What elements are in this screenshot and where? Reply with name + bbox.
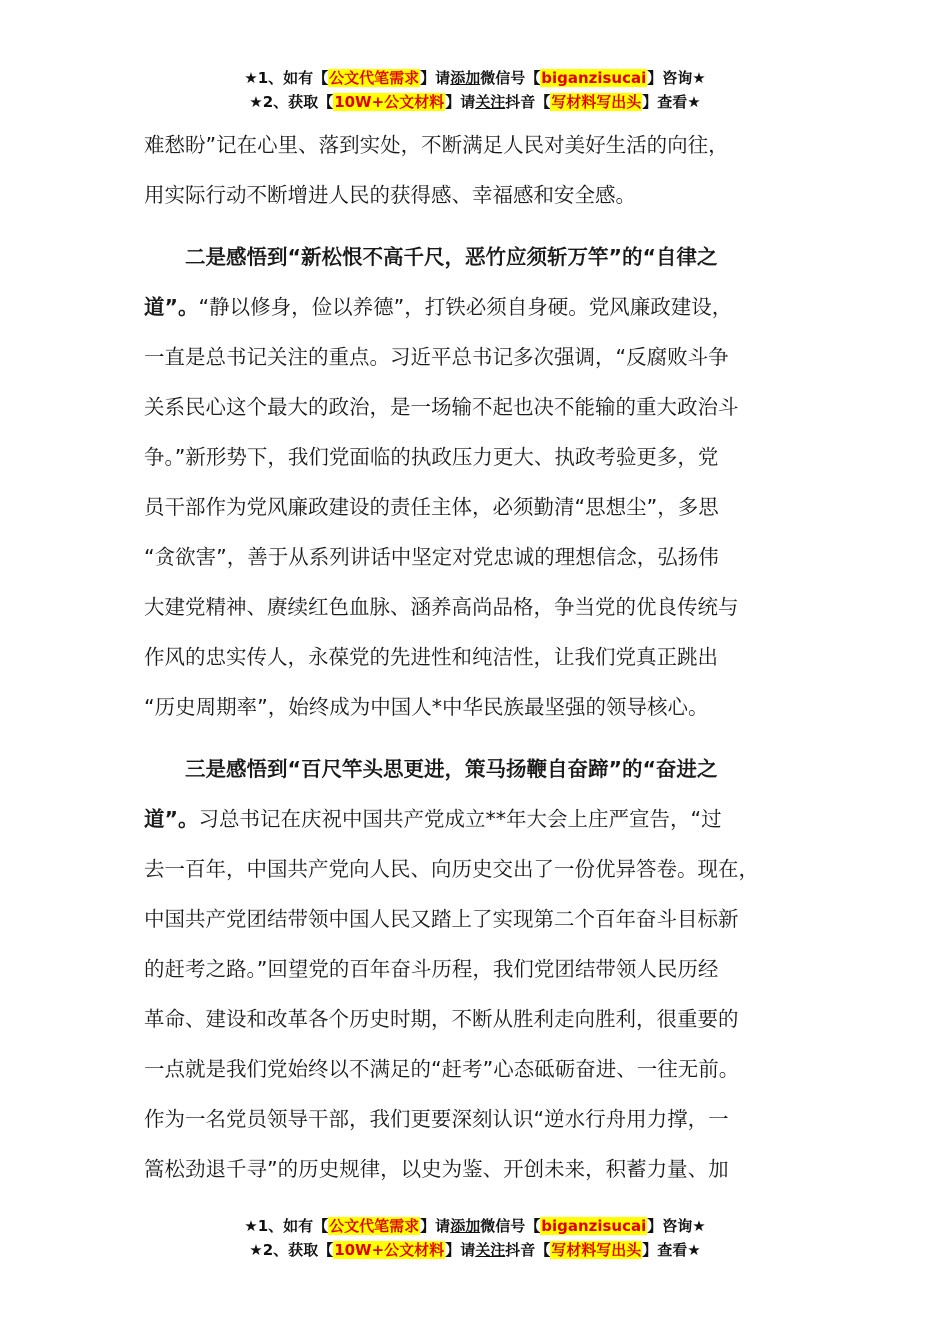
banner-text: 抖音【 bbox=[505, 93, 551, 111]
document-body bbox=[144, 120, 824, 1194]
banner-line-2 bbox=[0, 90, 950, 114]
body-text: “静以修身，俭以养德”，打铁必须自身硬。党风廉政建设， bbox=[198, 295, 733, 319]
banner-text: ★2、获取【 bbox=[249, 93, 334, 111]
banner-text: 】请 bbox=[445, 1241, 476, 1259]
wechat-id: biganzisucai bbox=[541, 69, 647, 87]
text-line: 中国共产党团结带领中国人民又踏上了实现第二个百年奋斗目标新 bbox=[144, 907, 739, 931]
banner-text: 】请 bbox=[420, 69, 451, 87]
banner-line-2 bbox=[0, 1238, 950, 1262]
banner-emphasis: 添加 bbox=[450, 69, 481, 87]
banner-text: 】查看★ bbox=[642, 93, 701, 111]
highlight-materials: 10W+公文材料 bbox=[334, 1241, 445, 1259]
banner-line-1 bbox=[0, 1214, 950, 1238]
text-line: “贪欲害”，善于从系列讲话中坚定对党忠诚的理想信念，弘扬伟 bbox=[144, 545, 719, 569]
banner-text: 微信号【 bbox=[480, 69, 541, 87]
banner-text: 】请 bbox=[420, 1217, 451, 1235]
banner-text: 微信号【 bbox=[480, 1217, 541, 1235]
paragraph-heading bbox=[144, 744, 824, 794]
text-line: 争。”新形势下，我们党面临的执政压力更大、执政考验更多，党 bbox=[144, 445, 719, 469]
douyin-id: 写材料写出头 bbox=[551, 1241, 642, 1259]
banner-text: 】咨询★ bbox=[647, 1217, 706, 1235]
banner-text: 】查看★ bbox=[642, 1241, 701, 1259]
text-line: 关系民心这个最大的政治，是一场输不起也决不能输的重大政治斗 bbox=[144, 395, 739, 419]
banner-text: ★1、如有【 bbox=[244, 1217, 329, 1235]
douyin-id: 写材料写出头 bbox=[551, 93, 642, 111]
banner-text: ★1、如有【 bbox=[244, 69, 329, 87]
banner-emphasis: 添加 bbox=[450, 1217, 481, 1235]
text-line: 的赶考之路。”回望党的百年奋斗历程，我们党团结带领人民历经 bbox=[144, 957, 719, 981]
text-line bbox=[144, 794, 824, 844]
banner-emphasis: 关注 bbox=[475, 93, 506, 111]
wechat-id: biganzisucai bbox=[541, 1217, 647, 1235]
text-line: 篙松劲退千寻”的历史规律，以史为鉴、开创未来，积蓄力量、加 bbox=[144, 1157, 729, 1181]
paragraph-heading bbox=[144, 232, 824, 282]
text-line: 革命、建设和改革各个历史时期，不断从胜利走向胜利，很重要的 bbox=[144, 1007, 739, 1031]
text-line: 作风的忠实传人，永葆党的先进性和纯洁性，让我们党真正跳出 bbox=[144, 645, 718, 669]
banner-text: ★2、获取【 bbox=[249, 1241, 334, 1259]
banner-line-1 bbox=[0, 66, 950, 90]
footer-banner bbox=[0, 1214, 950, 1262]
text-line: 一点就是我们党始终以不满足的“赶考”心态砥砺奋进、一往无前。 bbox=[144, 1057, 740, 1081]
highlight-materials: 10W+公文材料 bbox=[334, 93, 445, 111]
banner-text: 】咨询★ bbox=[647, 69, 706, 87]
heading-text: 二是感悟到“新松恨不高千尺，恶竹应须斩万竿”的“自律之 bbox=[185, 245, 718, 269]
text-line: 去一百年，中国共产党向人民、向历史交出了一份优异答卷。现在， bbox=[144, 857, 759, 881]
text-line: 难愁盼”记在心里、落到实处，不断满足人民对美好生活的向往， bbox=[144, 133, 729, 157]
heading-text: 道”。 bbox=[144, 807, 199, 831]
text-line: 大建党精神、赓续红色血脉、涵养高尚品格，争当党的优良传统与 bbox=[144, 595, 739, 619]
heading-text: 道”。 bbox=[144, 295, 199, 319]
header-banner bbox=[0, 66, 950, 114]
heading-text: 三是感悟到“百尺竿头思更进，策马扬鞭自奋蹄”的“奋进之 bbox=[185, 757, 718, 781]
text-line: “历史周期率”，始终成为中国人*中华民族最坚强的领导核心。 bbox=[144, 695, 709, 719]
body-text: 习总书记在庆祝中国共产党成立**年大会上庄严宣告，“过 bbox=[198, 807, 722, 831]
highlight-service: 公文代笔需求 bbox=[329, 69, 420, 87]
text-line: 员干部作为党风廉政建设的责任主体，必须勤清“思想尘”，多思 bbox=[144, 495, 719, 519]
banner-text: 抖音【 bbox=[505, 1241, 551, 1259]
banner-text: 】请 bbox=[445, 93, 476, 111]
text-line: 用实际行动不断增进人民的获得感、幸福感和安全感。 bbox=[144, 183, 636, 207]
banner-emphasis: 关注 bbox=[475, 1241, 506, 1259]
text-line: 作为一名党员领导干部，我们更要深刻认识“逆水行舟用力撑，一 bbox=[144, 1107, 729, 1131]
highlight-service: 公文代笔需求 bbox=[329, 1217, 420, 1235]
text-line bbox=[144, 282, 824, 332]
text-line: 一直是总书记关注的重点。习近平总书记多次强调，“反腐败斗争 bbox=[144, 345, 729, 369]
